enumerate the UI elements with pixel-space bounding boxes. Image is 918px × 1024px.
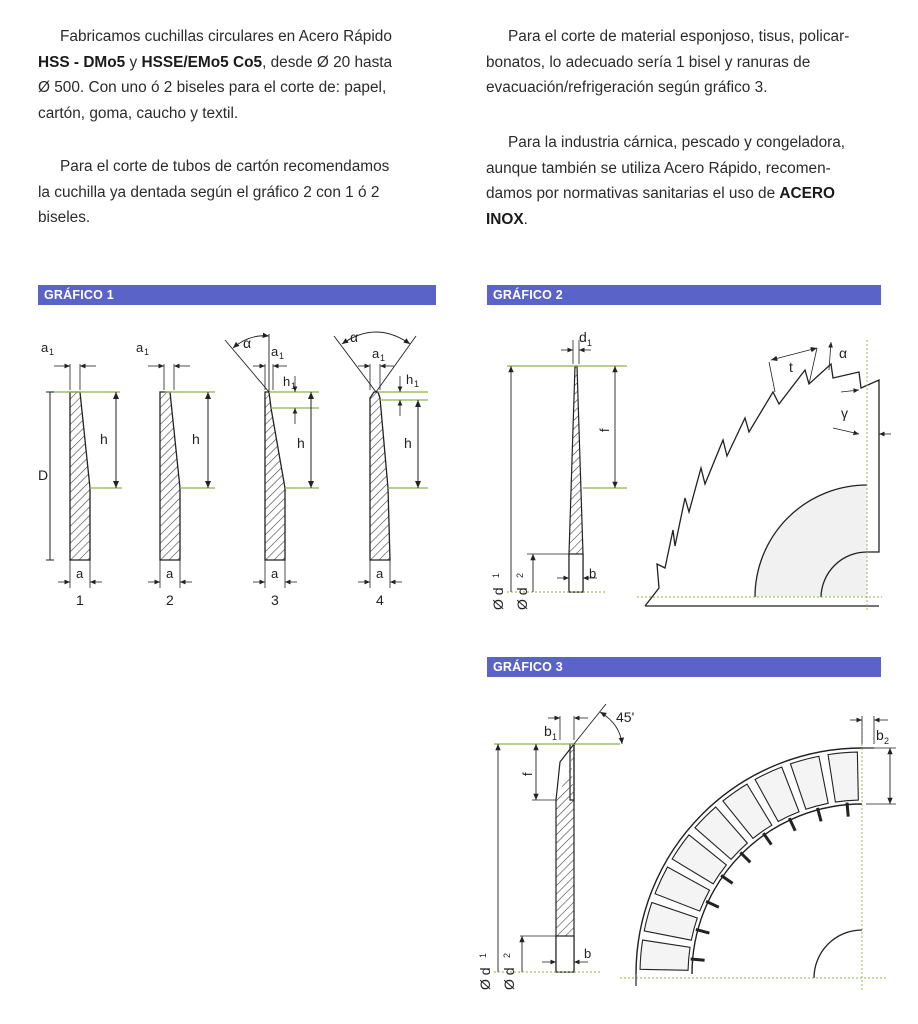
blade-profile-4	[334, 329, 428, 608]
grafico-2-diagram	[487, 320, 887, 620]
svg-text:f: f	[597, 428, 612, 432]
slot-groove	[696, 929, 710, 933]
svg-text:3: 3	[271, 592, 279, 608]
svg-text:1: 1	[291, 381, 297, 391]
svg-text:b: b	[584, 946, 592, 961]
svg-text:1: 1	[380, 353, 386, 363]
slot-groove	[789, 818, 795, 831]
svg-text:b: b	[544, 723, 552, 739]
svg-text:α: α	[350, 329, 359, 345]
svg-text:Ø d: Ø d	[477, 967, 493, 990]
svg-text:a: a	[41, 340, 49, 355]
slot-groove	[763, 833, 771, 844]
grafico-1-header: GRÁFICO 1	[38, 285, 436, 305]
svg-text:h: h	[406, 372, 414, 387]
svg-text:d: d	[579, 329, 587, 345]
blade-slot	[644, 902, 697, 940]
svg-text:h: h	[404, 435, 412, 451]
svg-text:b: b	[589, 566, 597, 581]
svg-text:t: t	[789, 359, 793, 375]
slot-groove	[847, 803, 848, 817]
svg-text:h: h	[100, 431, 108, 447]
intro-paragraph-2: Para el corte de tubos de cartón recomendamos la cuchilla ya dentada según el gráfico 2 con 1 ó 2 biseles.	[38, 158, 390, 226]
svg-text:f: f	[520, 772, 535, 776]
svg-text:2: 2	[502, 952, 512, 958]
blade-profile-1	[38, 340, 122, 608]
svg-text:Ø d: Ø d	[501, 967, 517, 990]
slot-groove	[706, 901, 719, 907]
grafico-3-header: GRÁFICO 3	[487, 657, 881, 677]
intro-paragraph-3: Para el corte de material esponjoso, tisus, policar- bonatos, lo adecuado sería 1 bisel y ranuras de evacuación/refrigeración según gráfico 3.	[486, 28, 850, 96]
slot-groove	[817, 808, 821, 822]
svg-text:Ø d: Ø d	[514, 587, 530, 610]
svg-text:a: a	[76, 566, 84, 581]
svg-text:α: α	[839, 345, 848, 361]
svg-text:a: a	[166, 566, 174, 581]
svg-text:1: 1	[491, 572, 501, 578]
svg-text:h: h	[297, 435, 305, 451]
svg-text:4: 4	[376, 592, 384, 608]
svg-text:a: a	[372, 346, 380, 361]
grafico-2-section	[490, 329, 627, 610]
blade-slot	[640, 940, 690, 970]
svg-text:1: 1	[76, 592, 84, 608]
svg-text:1: 1	[414, 379, 420, 389]
slot-groove	[740, 852, 750, 862]
grafico-2-serrated-blade	[637, 340, 891, 610]
blade-profile-2	[136, 340, 215, 608]
svg-text:1: 1	[478, 952, 488, 958]
svg-text:a: a	[271, 344, 279, 359]
svg-text:1: 1	[552, 732, 558, 742]
svg-text:h: h	[283, 374, 291, 389]
grafico-1-diagram	[30, 320, 450, 620]
svg-text:45': 45'	[616, 709, 635, 725]
grafico-3-diagram	[470, 700, 900, 1000]
blade-slot	[828, 752, 858, 802]
svg-text:α: α	[243, 335, 252, 351]
intro-paragraph-4: Para la industria cárnica, pescado y congeladora, aunque también se utiliza Acero Rápido, recomen- damos por normativas sanitarias el uso de ACERO INOX.	[486, 134, 846, 228]
svg-text:γ: γ	[841, 405, 848, 421]
blade-profile-3	[225, 334, 319, 608]
svg-text:2: 2	[515, 572, 525, 578]
svg-text:a: a	[376, 566, 384, 581]
grafico-2-header: GRÁFICO 2	[487, 285, 881, 305]
blade-slot	[790, 756, 828, 809]
svg-text:a: a	[136, 340, 144, 355]
svg-text:2: 2	[884, 736, 890, 746]
svg-text:1: 1	[279, 351, 285, 361]
svg-text:1: 1	[144, 347, 150, 357]
slot-groove	[721, 875, 732, 883]
svg-text:Ø d: Ø d	[490, 587, 506, 610]
svg-text:h: h	[192, 431, 200, 447]
grafico-3-slotted-blade	[620, 716, 896, 990]
grafico-3-section	[477, 704, 634, 990]
svg-text:1: 1	[587, 338, 593, 348]
svg-text:D: D	[38, 467, 49, 483]
intro-paragraph-1: Fabricamos cuchillas circulares en Acero Rápido HSS - DMo5 y HSSE/EMo5 Co5, desde Ø 20 hasta Ø 500. Con uno ó 2 biseles para el corte de: papel, cartón, goma, caucho y textil.	[38, 28, 393, 122]
svg-text:b: b	[876, 727, 884, 743]
svg-text:1: 1	[49, 347, 55, 357]
svg-text:a: a	[271, 566, 279, 581]
svg-text:2: 2	[166, 592, 174, 608]
slot-groove	[691, 959, 705, 960]
